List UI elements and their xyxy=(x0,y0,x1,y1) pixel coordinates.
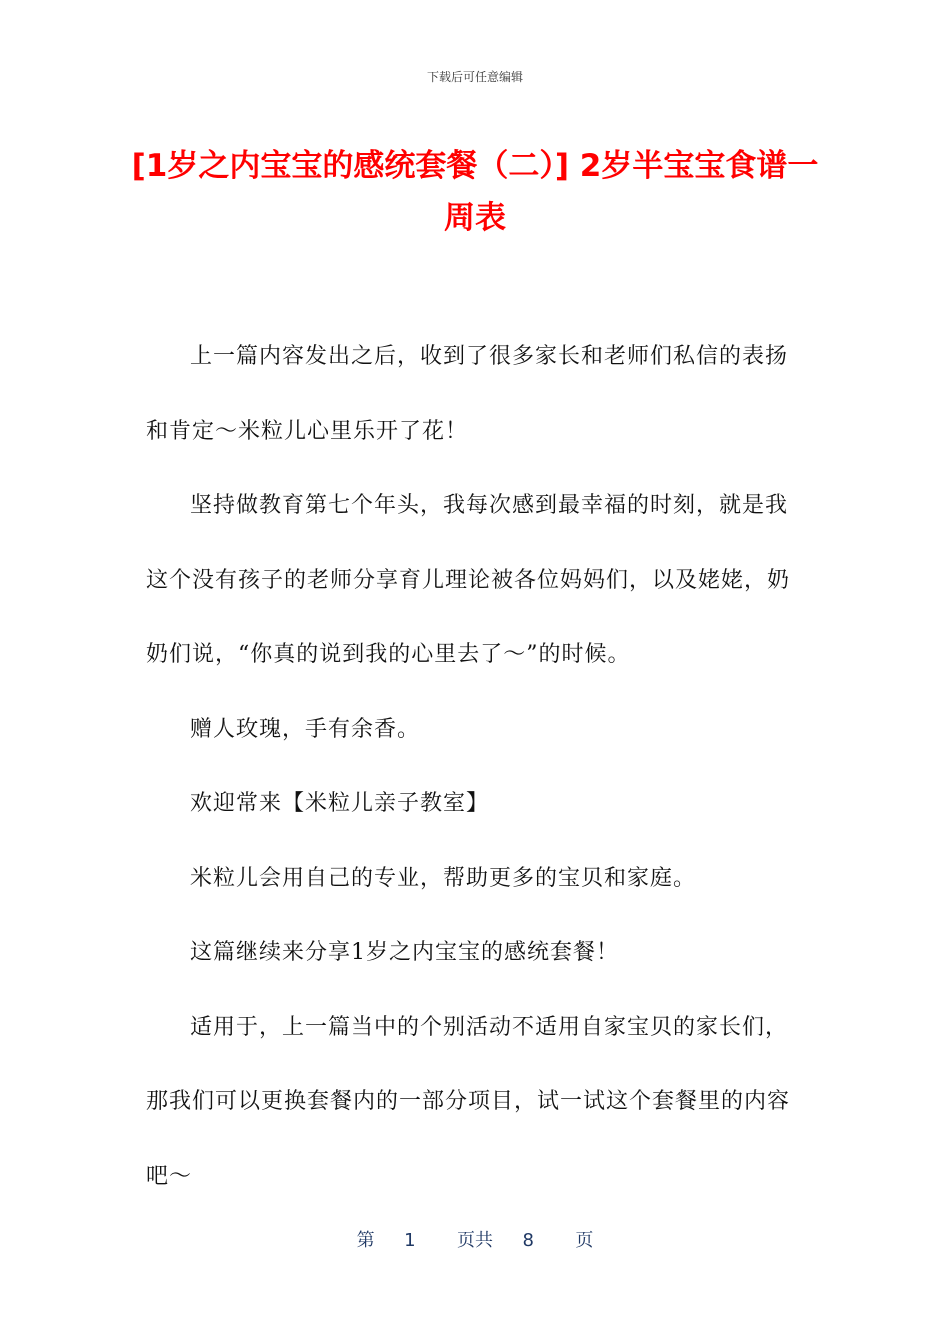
paragraph-6: 这篇继续来分享1岁之内宝宝的感统套餐！ xyxy=(190,940,619,965)
footer-label-end: 页 xyxy=(575,1230,594,1251)
paragraph-1: 上一篇内容发出之后，收到了很多家长和老师们私信的表扬和肯定～米粒儿心里乐开了花！ xyxy=(146,344,789,444)
paragraph-4: 欢迎常来【米粒儿亲子教室】 xyxy=(190,791,490,816)
header-note: 下载后可任意编辑 xyxy=(426,70,523,84)
footer-label-page: 第 xyxy=(356,1230,375,1251)
footer-label-of: 页共 xyxy=(457,1230,493,1251)
paragraph-5: 米粒儿会用自己的专业，帮助更多的宝贝和家庭。 xyxy=(190,865,697,891)
paragraph-7: 适用于，上一篇当中的个别活动不适用自家宝贝的家长们，那我们可以更换套餐内的一部分项目，试一试这个套餐里的内容吧～ xyxy=(146,1014,791,1189)
footer-current-page: 1 xyxy=(404,1230,416,1251)
paragraph-3: 赠人玫瑰，手有余香。 xyxy=(190,716,421,742)
document-body xyxy=(146,320,806,1214)
footer-total-pages: 8 xyxy=(522,1230,534,1251)
document-title: [1岁之内宝宝的感统套餐（二）] 2岁半宝宝食谱一周表 xyxy=(131,148,819,236)
paragraph-2: 坚持做教育第七个年头，我每次感到最幸福的时刻，就是我这个没有孩子的老师分享育儿理论被各位妈妈们，以及姥姥，奶奶们说，“你真的说到我的心里去了～”的时候。 xyxy=(146,493,791,667)
page-footer xyxy=(0,1226,950,1252)
